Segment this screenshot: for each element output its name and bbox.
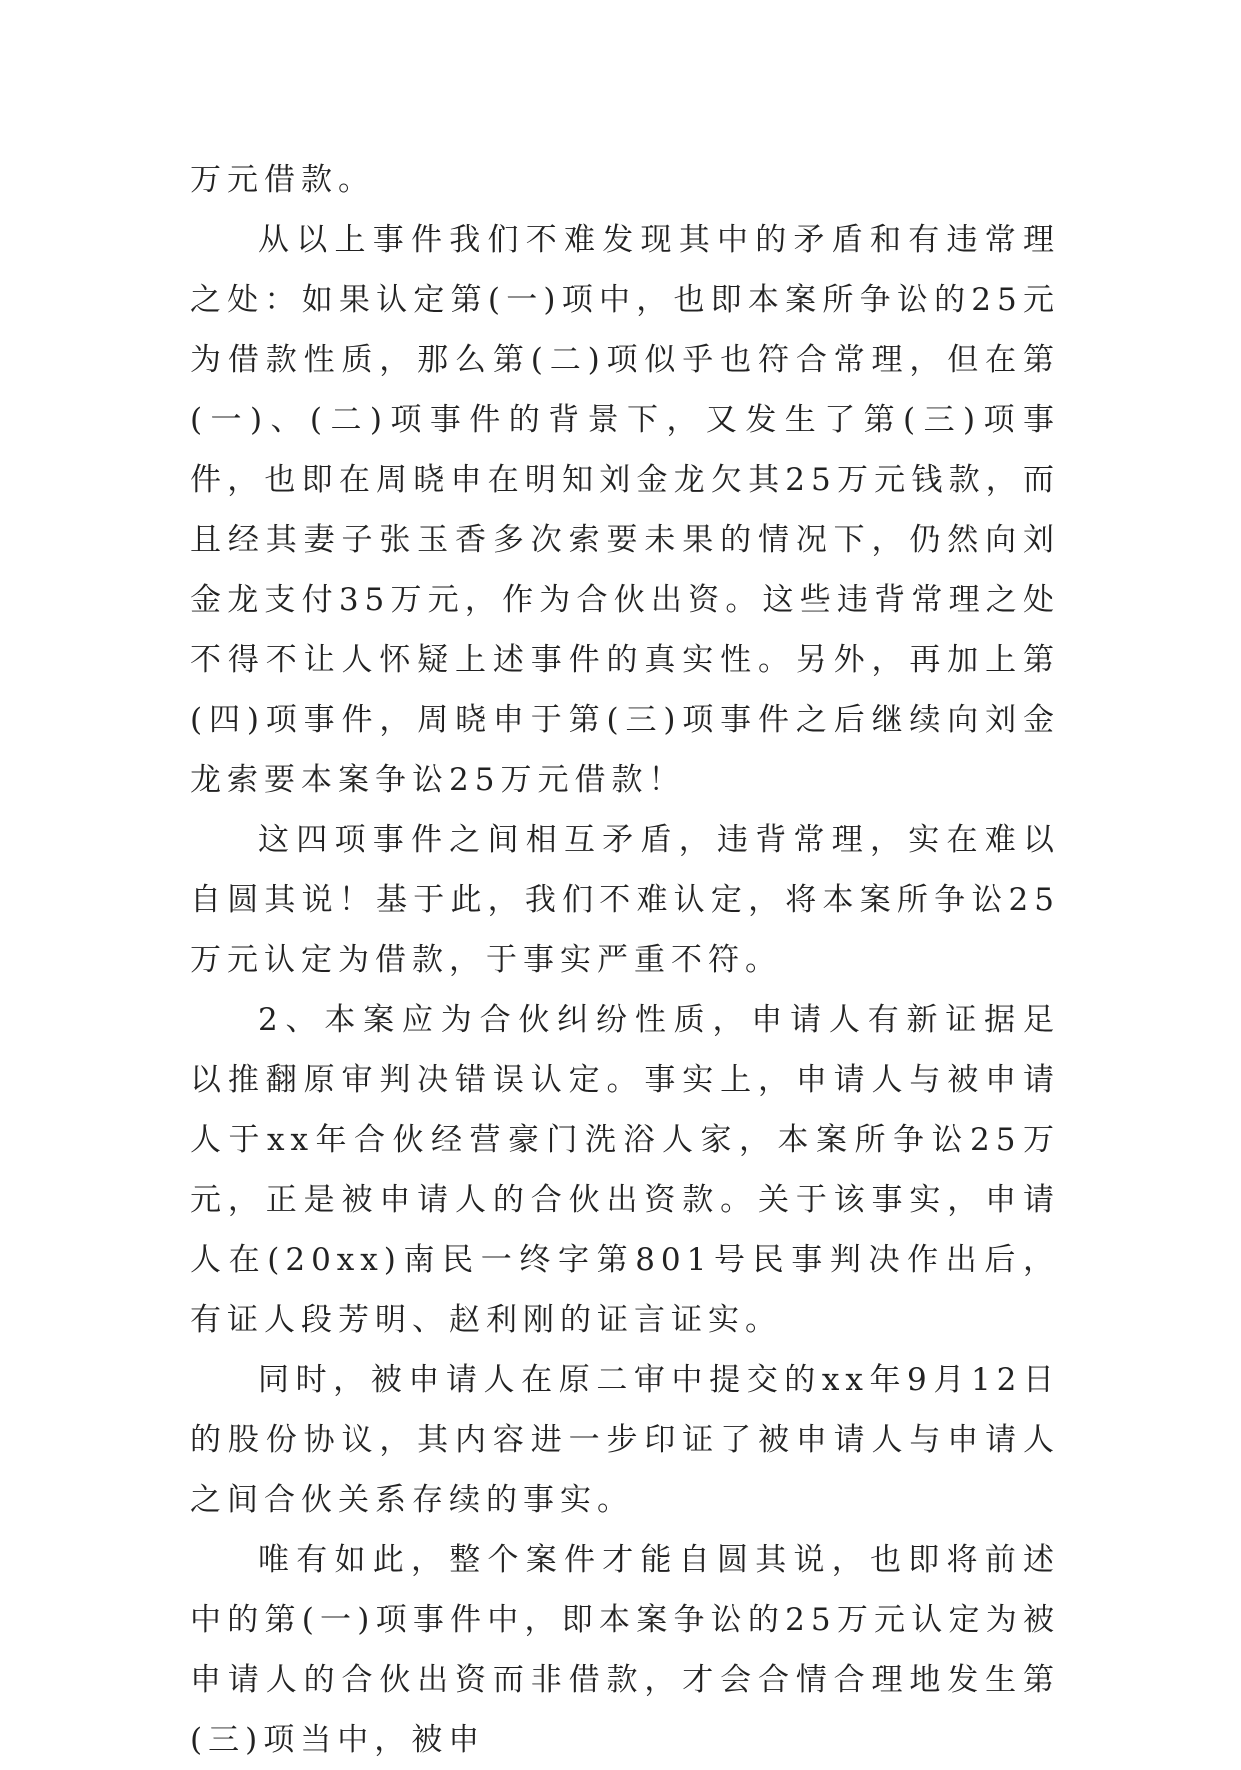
paragraph-partnership-nature: 2、本案应为合伙纠纷性质，申请人有新证据足以推翻原审判决错误认定。事实上，申请人与被申请人于xx年合伙经营豪门洗浴人家，本案所争讼25万元，正是被申请人的合伙出资款。关于该事实，申请人在(20xx)南民一终字第801号民事判决作出后，有证人段芳明、赵利刚的证言证实。 — [190, 1002, 1060, 1338]
paragraph-share-agreement: 同时，被申请人在原二审中提交的xx年9月12日的股份协议，其内容进一步印证了被申请人与申请人之间合伙关系存续的事实。 — [190, 1362, 1060, 1518]
paragraph-continuation: 万元借款。 — [190, 162, 375, 198]
document-body — [190, 150, 1060, 1770]
paragraph-contradiction-conclusion: 这四项事件之间相互矛盾，违背常理，实在难以自圆其说！基于此，我们不难认定，将本案所争讼25万元认定为借款，于事实严重不符。 — [190, 822, 1060, 978]
paragraph-contradiction-analysis: 从以上事件我们不难发现其中的矛盾和有违常理之处：如果认定第(一)项中，也即本案所争讼的25元为借款性质，那么第(二)项似乎也符合常理，但在第(一)、(二)项事件的背景下，又发生了第(三)项事件，也即在周晓申在明知刘金龙欠其25万元钱款，而且经其妻子张玉香多次索要未果的情况下，仍然向刘金龙支付35万元，作为合伙出资。这些违背常理之处不得不让人怀疑上述事件的真实性。另外，再加上第(四)项事件，周晓申于第(三)项事件之后继续向刘金龙索要本案争讼25万元借款！ — [190, 222, 1060, 798]
paragraph-only-explanation: 唯有如此，整个案件才能自圆其说，也即将前述中的第(一)项事件中，即本案争讼的25万元认定为被申请人的合伙出资而非借款，才会合情合理地发生第(三)项当中，被申 — [190, 1542, 1060, 1758]
